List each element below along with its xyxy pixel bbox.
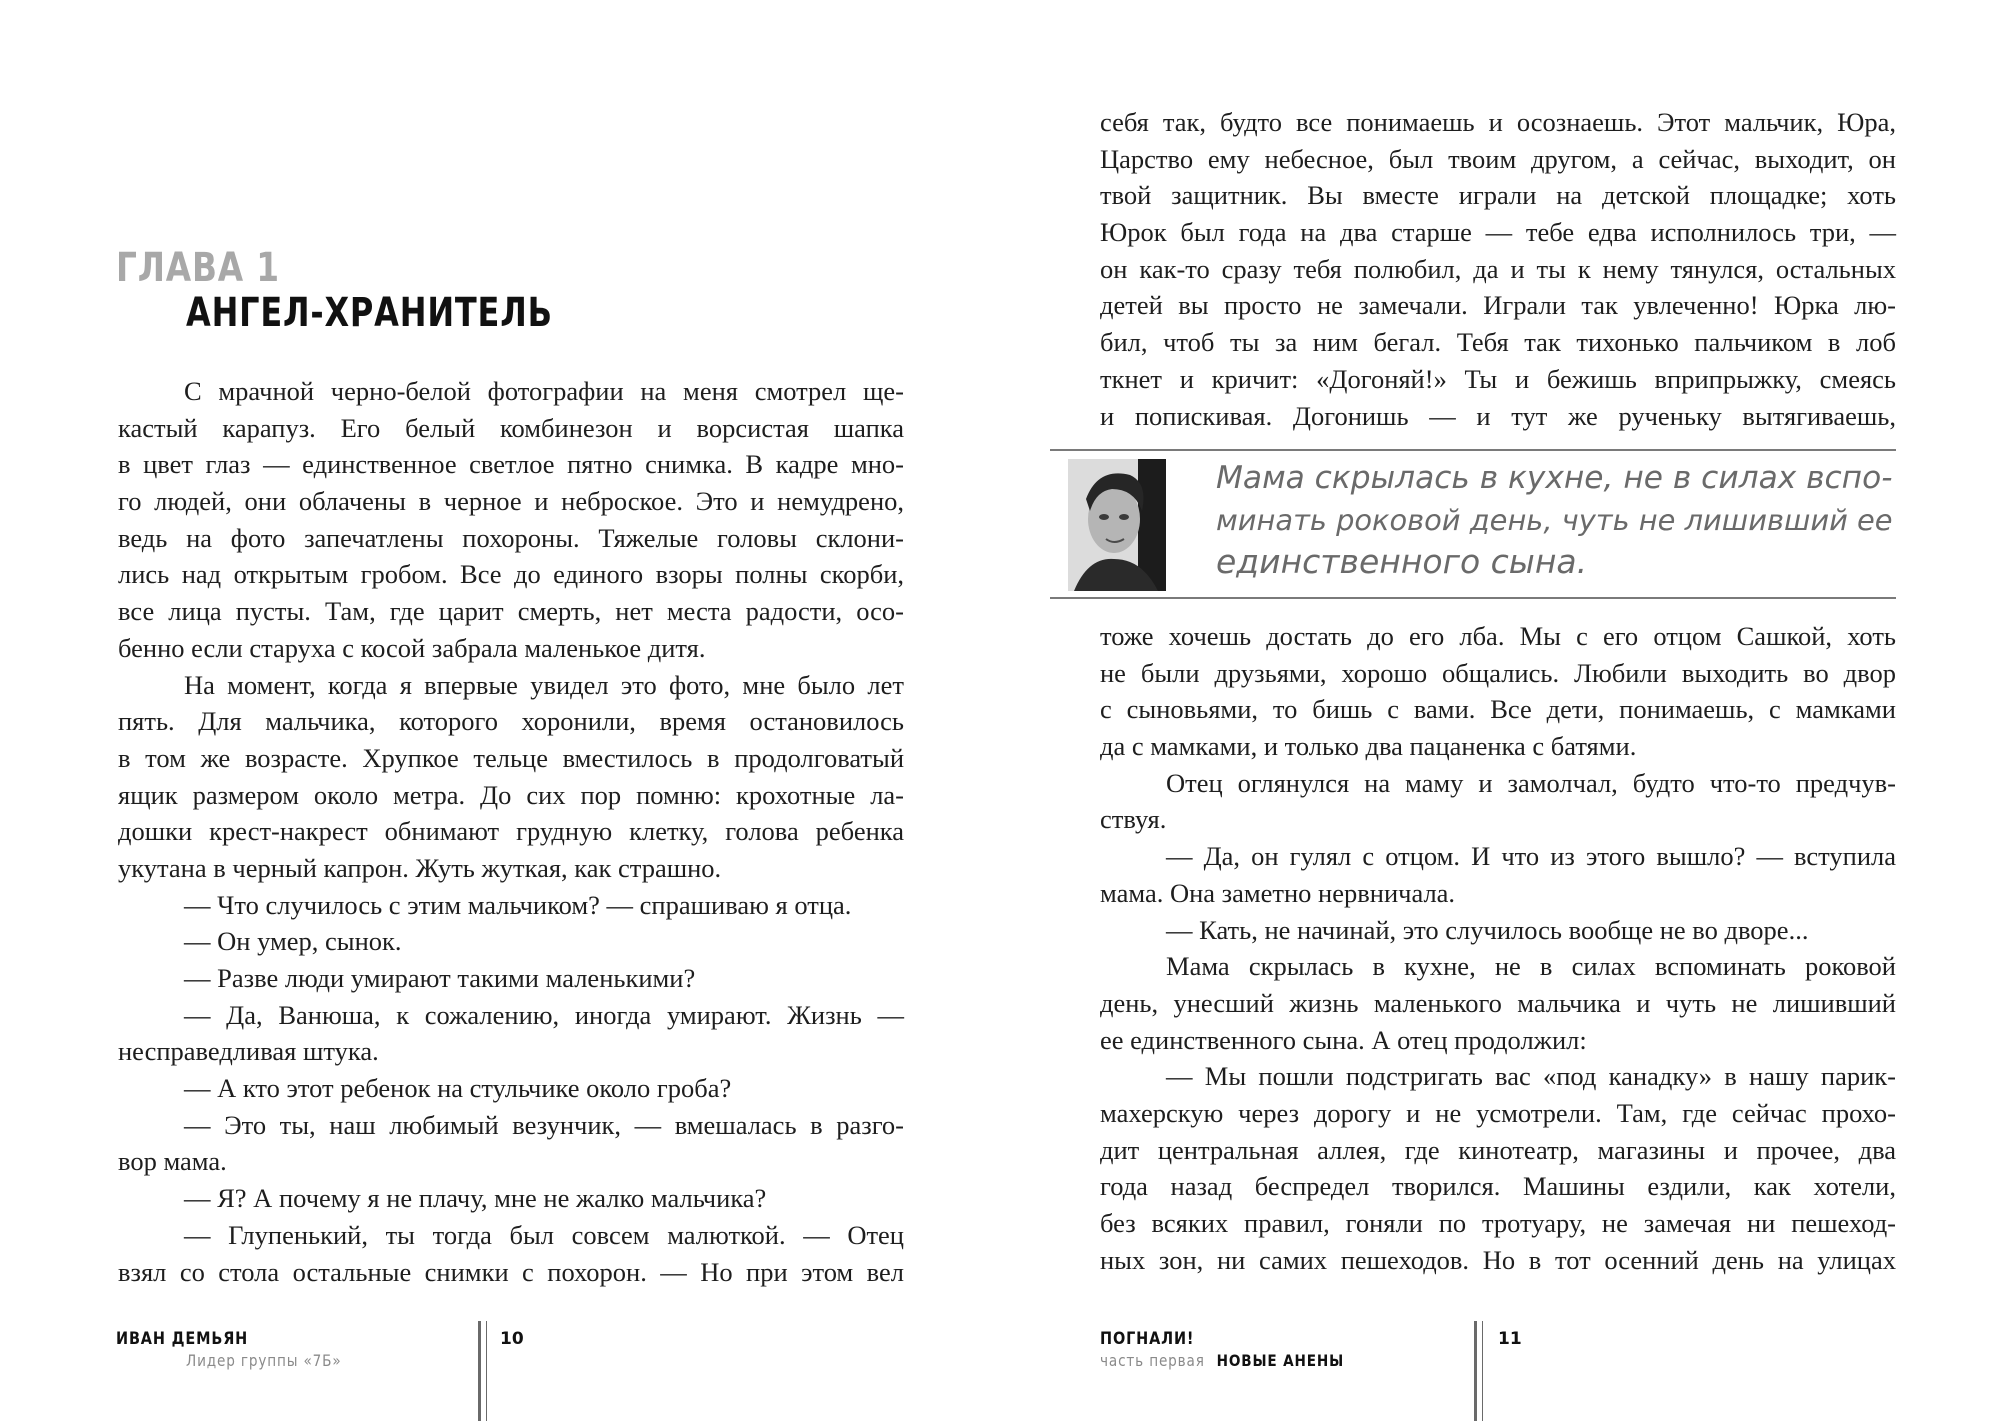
text-line: кастый карапуз. Его белый комбинезон и ворсистая шапка xyxy=(118,412,904,443)
pullquote-line: Мама скрылась в кухне, не в силах вспо- xyxy=(1216,460,1893,496)
text-line: без всяких правил, гоняли по тротуару, не замечая ни пешеход- xyxy=(1100,1208,1896,1238)
page-number: 11 xyxy=(1498,1329,1522,1349)
text-line: — Да, он гулял с отцом. И что из этого вышло? — вступила xyxy=(1166,841,1896,872)
text-line: и попискивая. Догонишь — и тут же рученьку вытягиваешь, xyxy=(1100,400,1896,431)
footer-part-title: НОВЫЕ АНЕНЫ xyxy=(1216,1351,1345,1370)
footer-subtitle: Лидер группы «7Б» xyxy=(186,1351,342,1370)
text-line: дит центральная аллея, где кинотеатр, магазины и прочее, два xyxy=(1100,1134,1896,1165)
right-body-text-top xyxy=(1100,104,1896,434)
text-line: бил, чтоб ты за ним бегал. Тебя так тихонько пальчиком в лоб xyxy=(1100,327,1896,358)
text-line: Юрок был года на два старше — тебе едва исполнилось три, — xyxy=(1100,217,1896,248)
pullquote-top-rule xyxy=(1050,449,1896,451)
text-line: тоже хочешь достать до его лба. Мы с его отцом Сашкой, хоть xyxy=(1100,621,1896,651)
pullquote xyxy=(1050,449,1896,599)
page-number: 10 xyxy=(500,1329,524,1349)
text-line: ствуя. xyxy=(1100,804,1167,835)
text-line: все лица пусты. Там, где царит смерть, нет места радости, осо- xyxy=(118,596,904,627)
text-line: — Мы пошли подстригать вас «под канадку» в нашу парик- xyxy=(1166,1061,1896,1092)
right-page xyxy=(1000,0,2000,1421)
text-line: да с мамками, и только два пацаненка с батями. xyxy=(1100,731,1637,762)
footer-part-label: часть первая xyxy=(1100,1351,1205,1370)
text-line: мама. Она заметно нервничала. xyxy=(1100,877,1456,908)
text-line: детей вы просто не замечали. Играли так увлеченно! Юрка лю- xyxy=(1100,290,1896,321)
footer-divider xyxy=(1474,1321,1477,1421)
text-line: дошки крест-накрест обнимают грудную клетку, голова ребенка xyxy=(118,816,904,847)
text-line: ведь на фото запечатлены похороны. Тяжелые головы склони- xyxy=(118,522,904,553)
text-line: Отец оглянулся на маму и замолчал, будто что-то предчув- xyxy=(1166,767,1896,798)
right-body-text-bottom xyxy=(1100,618,1896,1278)
text-line: го людей, они облачены в черное и неброское. Это и немудрено, xyxy=(118,486,904,517)
footer-author: ИВАН ДЕМЬЯН xyxy=(116,1329,249,1349)
chapter-title: АНГЕЛ-ХРАНИТЕЛЬ xyxy=(186,290,553,336)
text-line: укутана в черный капрон. Жуть жуткая, как страшно. xyxy=(118,852,722,883)
text-line: — А кто этот ребенок на стульчике около гроба? xyxy=(184,1073,732,1104)
text-line: — Глупенький, ты тогда был совсем малюткой. — Отец xyxy=(184,1219,904,1250)
text-line: в том же возрасте. Хрупкое тельце вместилось в продолговатый xyxy=(118,742,904,773)
text-line: — Он умер, сынок. xyxy=(184,926,402,957)
chapter-label: ГЛАВА 1 xyxy=(116,245,280,291)
author-portrait-icon xyxy=(1068,459,1166,591)
pullquote-bottom-rule xyxy=(1050,597,1896,599)
text-line: лись над открытым гробом. Все до единого взоры полны скорби, xyxy=(118,559,904,590)
text-line: С мрачной черно-белой фотографии на меня смотрел ще- xyxy=(184,376,904,406)
text-line: — Я? А почему я не плачу, мне не жалко мальчика? xyxy=(184,1183,767,1214)
text-line: махерскую через дорогу и не усмотрели. Там, где сейчас прохо- xyxy=(1100,1097,1896,1128)
pullquote-line: единственного сына. xyxy=(1216,542,1588,581)
text-line: бенно если старуха с косой забрала маленькое дитя. xyxy=(118,632,706,663)
text-line: ных зон, ни самих пешеходов. Но в тот осенний день на улицах xyxy=(1100,1244,1896,1275)
text-line: Царство ему небесное, был твоим другом, а сейчас, выходит, он xyxy=(1100,143,1896,174)
text-line: — Разве люди умирают такими маленькими? xyxy=(184,963,696,993)
text-line: года назад беспредел творился. Машины ездили, как хотели, xyxy=(1100,1171,1896,1202)
footer-divider xyxy=(478,1321,481,1421)
text-line: ткнет и кричит: «Догоняй!» Ты и бежишь вприпрыжку, смеясь xyxy=(1100,363,1896,394)
footer-divider xyxy=(486,1321,487,1421)
text-line: себя так, будто все понимаешь и осознаешь. Этот мальчик, Юра, xyxy=(1100,107,1896,137)
text-line: день, унесший жизнь маленького мальчика и чуть не лишивший xyxy=(1100,987,1896,1018)
text-line: ящик размером около метра. До сих пор помню: крохотные ла- xyxy=(118,779,904,810)
text-line: — Это ты, наш любимый везунчик, — вмешалась в разго- xyxy=(184,1109,904,1140)
text-line: — Да, Ванюша, к сожалению, иногда умирают. Жизнь — xyxy=(184,999,904,1030)
footer-book-title: ПОГНАЛИ! xyxy=(1100,1329,1195,1349)
text-line: взял со стола остальные снимки с похорон. — Но при этом вел xyxy=(118,1256,904,1287)
text-line: в цвет глаз — единственное светлое пятно снимка. В кадре мно- xyxy=(118,449,904,480)
text-line: Мама скрылась в кухне, не в силах вспоминать роковой xyxy=(1166,951,1896,982)
text-line: он как-то сразу тебя полюбил, да и ты к нему тянулся, остальных xyxy=(1100,253,1896,284)
text-line: На момент, когда я впервые увидел это фото, мне было лет xyxy=(184,669,904,700)
text-line: с сыновьями, то бишь с вами. Все дети, понимаешь, с мамками xyxy=(1100,694,1896,725)
text-line: ее единственного сына. А отец продолжил: xyxy=(1100,1024,1587,1055)
pullquote-text xyxy=(1216,457,1896,583)
text-line: — Что случилось с этим мальчиком? — спрашиваю я отца. xyxy=(184,889,852,920)
footer-part xyxy=(1100,1351,1344,1370)
text-line: несправедливая штука. xyxy=(118,1036,379,1067)
footer-divider xyxy=(1482,1321,1483,1421)
text-line: вор мама. xyxy=(118,1146,227,1177)
left-body-text xyxy=(118,373,904,1290)
text-line: — Кать, не начинай, это случилось вообще не во дворе... xyxy=(1166,914,1809,945)
text-line: пять. Для мальчика, которого хоронили, время остановилось xyxy=(118,706,904,737)
text-line: твой защитник. Вы вместе играли на детской площадке; хоть xyxy=(1100,180,1896,211)
pullquote-line: минать роковой день, чуть не лишивший ее xyxy=(1216,503,1893,537)
text-line: не были друзьями, хорошо общались. Любили выходить во двор xyxy=(1100,657,1896,688)
